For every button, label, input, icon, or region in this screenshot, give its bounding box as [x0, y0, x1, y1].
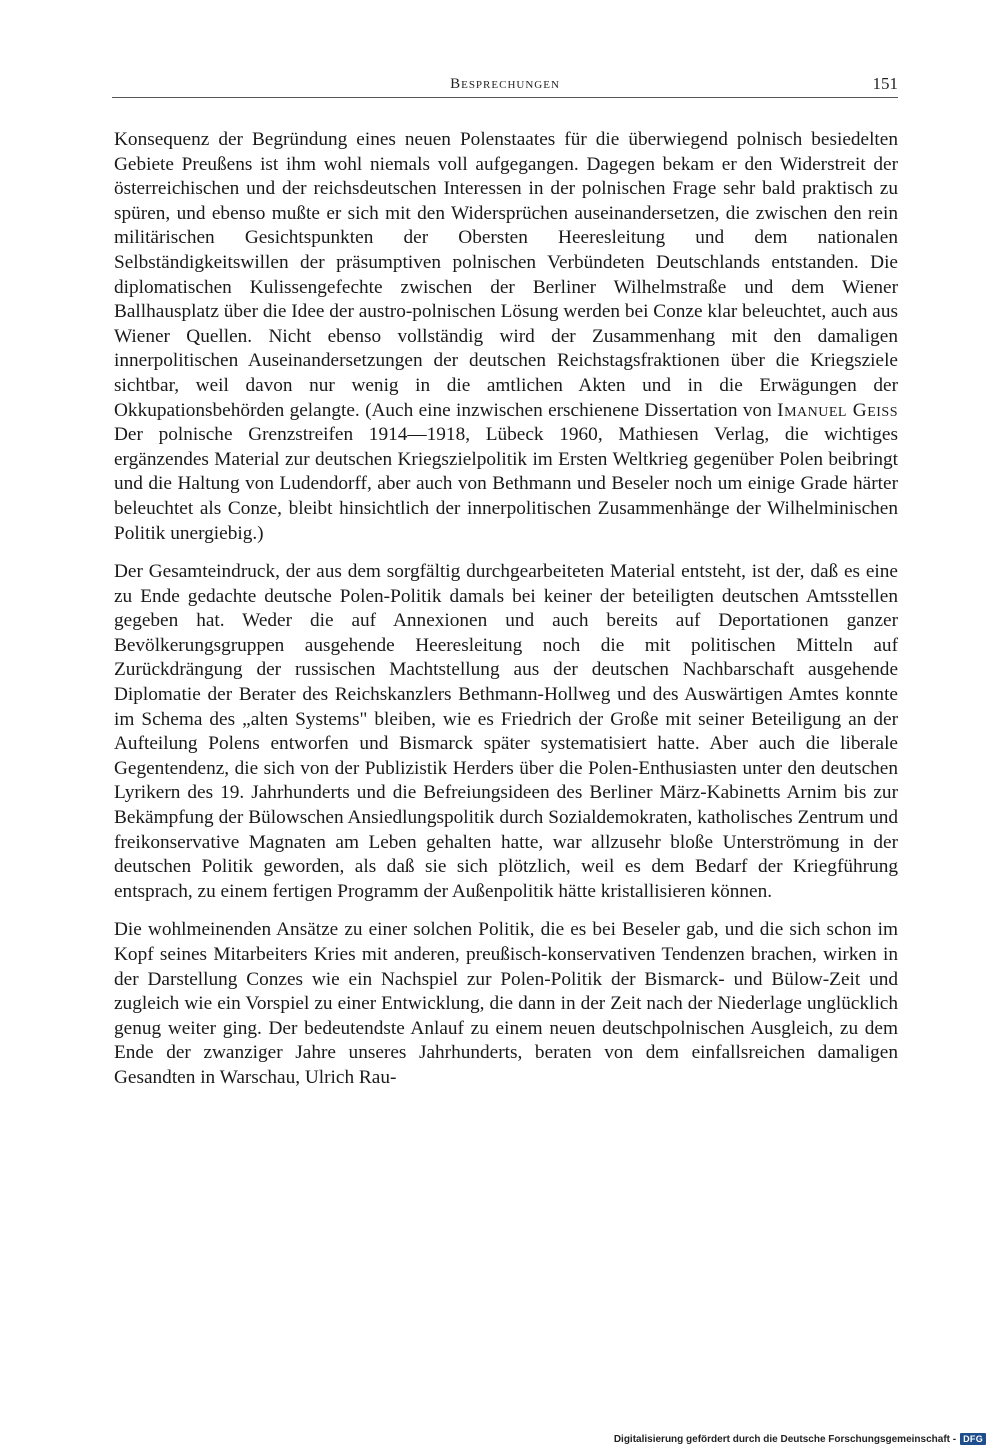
paragraph-text: Der polnische Grenzstreifen 1914—1918, Lübeck 1960, Mathiesen Verlag, die wichtiges ergänzendes Material zur deutschen Kriegszielpolitik im Ersten Weltkrieg gegenüber Polen beibringt und die Haltung von Ludendorff, aber auch von Bethmann und Beseler noch um einige Grade härter beleuchtet als Conze, bleibt hinsichtlich der innerpolitischen Zusammenhänge der Wilhelminischen Politik unergiebig.): [114, 424, 898, 544]
paragraph-1: [114, 128, 898, 546]
digitization-footer: [614, 1433, 986, 1445]
body-text: [114, 128, 898, 1105]
header-rule: [112, 97, 898, 98]
footer-text: Digitalisierung gefördert durch die Deutsche Forschungsgemeinschaft -: [613, 1433, 957, 1445]
paragraph-3: [114, 918, 898, 1090]
page-header: [112, 74, 898, 100]
page-number: 151: [872, 74, 898, 93]
paragraph-text: Konsequenz der Begründung eines neuen Polenstaates für die überwiegend polnisch besiedelten Gebiete Preußens ist ihm wohl niemals voll aufgegangen. Dagegen bekam er den Widerstreit der österreichischen und der reichsdeutschen Interessen in der polnischen Frage sehr bald praktisch zu spüren, und ebenso mußte er sich mit den Widersprüchen auseinandersetzen, die zwischen den rein militärischen Gesichtspunkten der Obersten Heeresleitung und dem nationalen Selbständigkeitswillen der präsumptiven polnischen Verbündeten Deutschlands entstanden. Die diplomatischen Kulissengefechte zwischen der Berliner Wilhelmstraße und dem Wiener Ballhausplatz über die Idee der austro-polnischen Lösung werden bei Conze klar beleuchtet, auch aus Wiener Quellen. Nicht ebenso vollständig wird der Zusammenhang mit den damaligen innerpolitischen Auseinandersetzungen der deutschen Reichstagsfraktionen über die Kriegsziele sichtbar, weil davon nur wenig in die amtlichen Akten und in die Erwägungen der Okkupationsbehörden gelangte. (Auch eine inzwischen erschienene Dissertation von: [114, 129, 898, 421]
author-name: Imanuel Geiss: [777, 399, 898, 421]
paragraph-text: Der Gesamteindruck, der aus dem sorgfältig durchgearbeiteten Material entsteht, ist der, daß es eine zu Ende gedachte deutsche Polen-Politik damals bei keiner der beteiligten deutschen Amtsstellen gegeben hat. Weder die auf Annexionen und auch bereits auf Deportationen ganzer Bevölkerungsgruppen ausgehende Heeresleitung noch die mit politischen Mitteln auf Zurückdrängung der russischen Machtstellung aus der deutschen Nachbarschaft ausgehende Diplomatie der Berater des Reichskanzlers Bethmann-Hollweg und des Auswärtigen Amtes konnte im Schema des „alten Systems" bleiben, wie es Friedrich der Große mit seiner Beteiligung an der Aufteilung Polens entworfen und Bismarck später systematisiert hatte. Aber auch die liberale Gegentendenz, die sich von der Publizistik Herders über die Polen-Enthusiasten unter den deutschen Lyrikern des 19. Jahrhunderts und die Befreiungsideen des Berliner März-Kabinetts Arnim bis zur Bekämpfung der Bülowschen Ansiedlungspolitik durch Sozialdemokraten, katholisches Zentrum und freikonservative Magnaten am Leben gehalten hatte, war allzusehr bloße Unterströmung in der deutschen Politik geworden, als daß sie sich plötzlich, weil es dem Bedarf der Kriegführung entsprach, zu einem fertigen Programm der Außenpolitik hätte kristallisieren können.: [114, 561, 898, 902]
running-title: Besprechungen: [450, 76, 560, 92]
paragraph-2: [114, 560, 898, 904]
dfg-logo-icon: DFG: [960, 1433, 986, 1445]
paragraph-text: Die wohlmeinenden Ansätze zu einer solchen Politik, die es bei Beseler gab, und die sich schon im Kopf seines Mitarbeiters Kries mit anderen, preußisch-konservativen Tendenzen brachen, wirken in der Darstellung Conzes wie ein Nachspiel zur Polen-Politik der Bismarck- und Bülow-Zeit und zugleich wie ein Vorspiel zu einer Entwicklung, die dann in der Zeit nach der Niederlage unglücklich genug weiter ging. Der bedeutendste Anlauf zu einem neuen deutschpolnischen Ausgleich, zu dem Ende der zwanziger Jahre unseres Jahrhunderts, beraten von dem einfallsreichen damaligen Gesandten in Warschau, Ulrich Rau-: [114, 919, 898, 1088]
